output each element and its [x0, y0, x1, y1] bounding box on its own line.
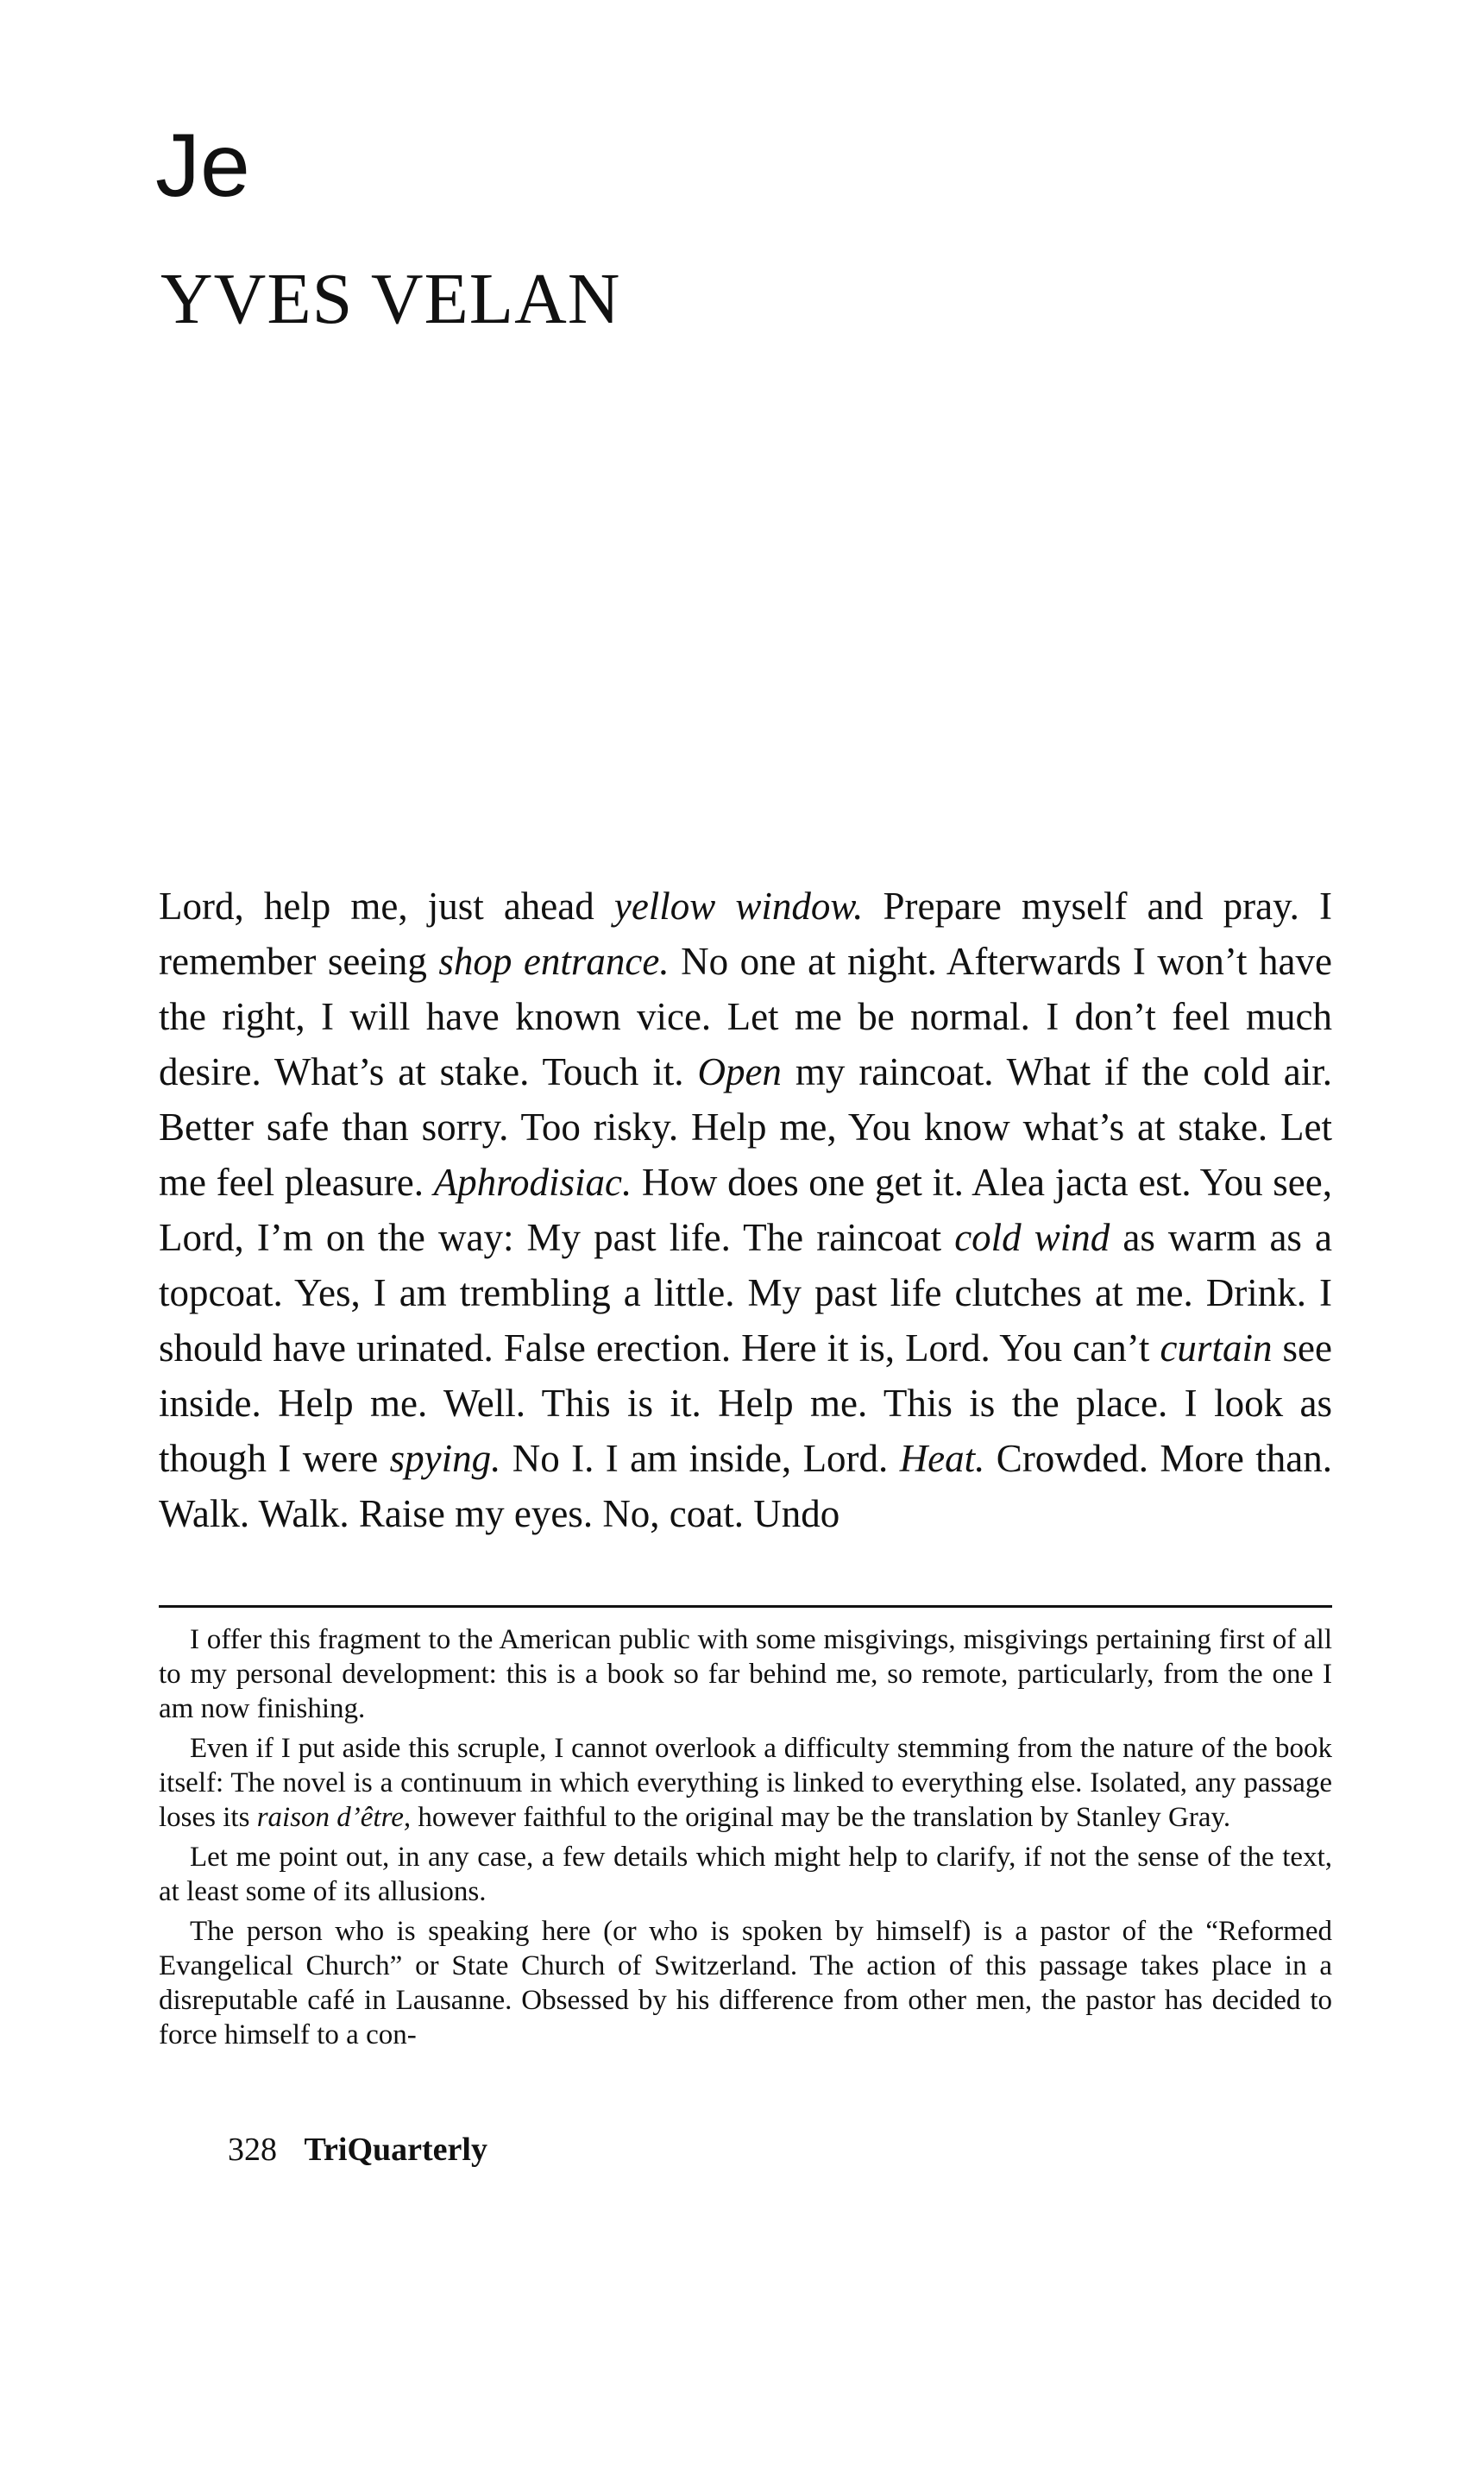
footnote-divider — [159, 1605, 1332, 1608]
body-text — [159, 879, 1332, 1541]
body-paragraph — [159, 879, 1332, 1541]
footnotes — [159, 1622, 1332, 2057]
text-run: my raincoat. What if the cold air. Better safe than sorry. Too risky. Help me, You know what’s at stake. Let me feel pleasure. — [159, 1050, 1332, 1204]
text-run: No one at night. Afterwards I won’t have the right, I will have known vice. Let me be normal. I don’t feel much desire. What’s at stake. Touch it. — [159, 940, 1333, 1093]
text-run: How does one get it. Alea jacta est. You see, Lord, I’m on the way: My past life. The raincoat — [159, 1161, 1332, 1259]
italic-text: curtain — [1160, 1326, 1273, 1370]
text-run: however faithful to the original may be the translation by Stanley Gray. — [411, 1802, 1231, 1833]
italic-text: Heat. — [899, 1437, 985, 1480]
italic-text: Aphrodisiac. — [433, 1161, 632, 1204]
page-footer — [228, 2133, 487, 2166]
text-run: The person who is speaking here (or who is spoken by himself) is a pastor of the “Reformed Evangelical Church” or State Church of Switzerland. The action of this passage takes place in a disreputable café in Lausanne. Obsessed by his difference from other men, the pastor has decided to force himself to a con- — [159, 1916, 1332, 2050]
italic-text: cold wind — [954, 1216, 1110, 1259]
text-run: as warm as a topcoat. Yes, I am trembling a little. My past life clutches at me. Drink. I should have urinated. False erection. Here it is, Lord. You can’t — [159, 1216, 1332, 1370]
italic-text: Open — [697, 1050, 782, 1093]
italic-text: spying. — [389, 1437, 501, 1480]
footnote-paragraph — [159, 1914, 1332, 2052]
story-title: Je — [155, 116, 250, 216]
italic-text: raison d’être, — [256, 1802, 412, 1833]
author-name: YVES VELAN — [160, 259, 621, 339]
text-run: Lord, help me, just ahead — [159, 885, 614, 928]
text-run: Crowded. More than. Walk. Walk. Raise my eyes. No, coat. Undo — [159, 1437, 1332, 1535]
italic-text: yellow window. — [613, 885, 864, 928]
italic-text: shop entrance. — [438, 940, 670, 983]
text-run: Prepare myself and pray. I remember seeing — [159, 885, 1332, 983]
text-run: see inside. Help me. Well. This is it. Help me. This is the place. I look as though I were — [159, 1326, 1332, 1480]
footnote-paragraph — [159, 1731, 1332, 1835]
footnote-paragraph — [159, 1840, 1332, 1909]
text-run: No I. I am inside, Lord. — [500, 1437, 900, 1480]
text-run: I offer this fragment to the American public with some misgivings, misgivings pertaining first of all to my personal development: this is a book so far behind me, so remote, particularly, from the one I am now finishing. — [159, 1624, 1332, 1724]
footnote-paragraph — [159, 1622, 1332, 1726]
journal-name: TriQuarterly — [304, 2132, 487, 2168]
text-run: Even if I put aside this scruple, I cannot overlook a difficulty stemming from the nature of the book itself: The novel is a continuum in which everything is linked to everything else. Isolated, any passage loses its — [159, 1733, 1332, 1833]
page-number: 328 — [228, 2132, 277, 2168]
text-run: Let me point out, in any case, a few details which might help to clarify, if not the sense of the text, at least some of its allusions. — [159, 1842, 1332, 1907]
